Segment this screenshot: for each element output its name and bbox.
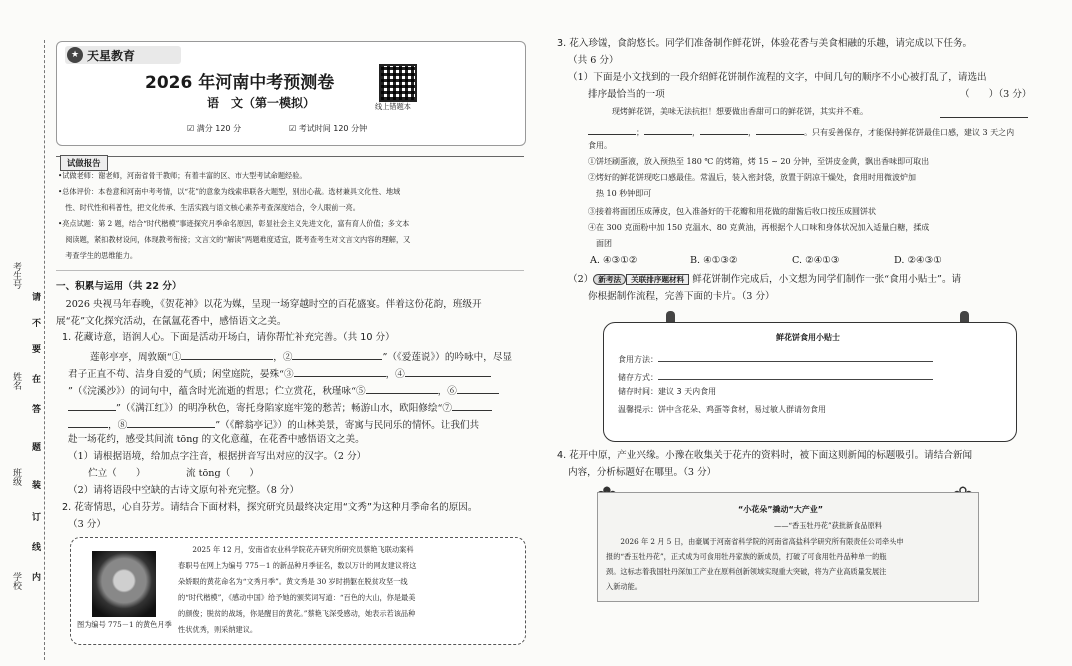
question-1: 1. 花藏诗意，语润人心。下面是活动开场白，请你帮忙补充完善。（共 10 分） xyxy=(62,332,395,343)
step-3: ③接着将面团压成薄皮，包入准备好的干花瓣和用花做的甜酱后收口按压成圆饼状 xyxy=(588,207,876,216)
step-2: ②烤好的鲜花饼现吃口感最佳。常温后，装入密封袋，放置于阴凉干燥处，食用时用微波炉加 xyxy=(588,173,916,182)
blank-5[interactable] xyxy=(366,383,438,394)
card-row-storage xyxy=(618,369,933,383)
pinyin-item-1[interactable]: 伫立（ ） xyxy=(88,468,146,479)
question-4b: 内容，分析标题好在哪里。（3 分） xyxy=(568,467,717,478)
blank-6-cont[interactable] xyxy=(68,400,116,411)
option-b[interactable]: B. ④①③② xyxy=(690,255,738,266)
report-line-1: •试做老师：谢老师，河南省骨干教师；有着丰富的区、市大型考试命题经验。 xyxy=(58,171,307,180)
related-material-tag: 关联排序题材料 xyxy=(626,274,689,285)
question-2-score: （3 分） xyxy=(68,519,106,530)
blank-3[interactable] xyxy=(294,366,386,377)
question-4: 4. 花开中原，产业兴缘。小豫在收集关于花卉的资料时，被下面这则新闻的标题吸引。请结合新闻 xyxy=(557,450,973,461)
pinyin-item-2[interactable]: 流 tōng（ ） xyxy=(186,468,259,479)
news-title: “小花朵”撬动“大产业” xyxy=(738,505,824,514)
q1-text-2a: 君子正直不苟、洁身自爱的气质；闲堂庭院，晏殊“③ xyxy=(68,369,294,380)
q1-text-5b: ”（《醉翁亭记》）的山林美景，寄寓与民同乐的情怀。让我们共 xyxy=(215,420,480,431)
option-a[interactable]: A. ④③①② xyxy=(590,255,638,266)
q3-sub-1b: 排序最恰当的一项 xyxy=(588,89,665,100)
report-line-3: 性、时代性和科普性，把文化传承、生活实践与语文核心素养考查深度结合，令人眼前一亮。 xyxy=(58,203,360,212)
question-3-score: （共 6 分） xyxy=(568,55,619,66)
material-line-3: 朵娇眼的黄花命名为“文秀月季”。黄文秀是 30 岁时捐躯在脱贫攻坚一线 xyxy=(178,577,408,586)
binding-line-1: 装 xyxy=(32,481,42,491)
q3-sub-2c: 你根据制作流程，完善下面的卡片。（3 分） xyxy=(588,291,775,302)
card-title: 鲜花饼食用小贴士 xyxy=(776,333,840,342)
q1-text-1b: ，② xyxy=(273,352,293,363)
new-method-tag: 新考法 xyxy=(593,274,626,285)
brand-logo xyxy=(65,46,181,64)
q1-text-3a: ”（《浣溪沙》）的词句中，蕴含时光流逝的哲思；伫立赏花，秋瑾咏“⑤ xyxy=(68,386,366,397)
option-c[interactable]: C. ②④①③ xyxy=(792,255,840,266)
blank-6[interactable] xyxy=(457,383,499,394)
story-line-2: ； ， ， 。只有妥善保存，才能保持鲜花饼最佳口感，建议 3 天之内 xyxy=(588,124,1014,138)
story-blank-4[interactable] xyxy=(700,124,748,135)
blank-7[interactable] xyxy=(452,400,492,411)
news-line-2: 报的“香玉牡丹花”，正式成为可食用牡丹家族的新成员，打破了可食用牡丹品种单一的瓶 xyxy=(606,552,887,561)
name-label: 姓名 xyxy=(11,372,21,390)
q3-sub-2-num: （2） xyxy=(568,274,594,285)
option-d[interactable]: D. ②④③① xyxy=(894,255,942,266)
q1-line-6: 赴一场花约，感受其间流 tōng 的文化意蕴，在花香中感悟语文之美。 xyxy=(68,434,365,445)
binding-line-2: 订 xyxy=(32,513,42,523)
story-text-2: 。只有妥善保存，才能保持鲜花饼最佳口感，建议 3 天之内 xyxy=(804,128,1015,137)
material-line-6: 性状优秀，则采纳建议。 xyxy=(178,625,258,634)
binding-line-3: 线 xyxy=(32,543,42,553)
q1-line-2 xyxy=(68,366,491,382)
storage-input[interactable] xyxy=(658,369,933,380)
report-tag: 试做报告 xyxy=(60,155,108,171)
question-2: 2. 花寄情思，心自芬芳。请结合下面材料，探究研究员最终决定用“文秀”为这种月季命名的原因。 xyxy=(62,502,478,513)
q1-text-2b: ，④ xyxy=(385,369,405,380)
q3-answer-paren[interactable]: （ ）（3 分） xyxy=(960,89,1032,100)
material-line-5: 的颜俊；脱贫的战场，你是醒目的黄花。”蔡艳飞深受感动，她表示若该品种 xyxy=(178,609,416,618)
full-score: ☑ 满分 120 分 xyxy=(187,124,242,133)
step-4: ④在 300 克面粉中加 150 克温水、80 克黄油，再根据个人口味和身体状况加入适量白糖，揉成 xyxy=(588,223,930,232)
binding-warn-4: 在 xyxy=(32,375,42,385)
q1-line-1 xyxy=(90,349,512,365)
card-row-usage xyxy=(618,351,933,365)
q1-line-5 xyxy=(68,417,479,433)
blank-2[interactable] xyxy=(292,349,382,360)
story-blank-1[interactable] xyxy=(940,107,1028,118)
binding-warn-2: 不 xyxy=(32,319,42,329)
binding-dashed-line xyxy=(44,40,45,660)
exam-time: ☑ 考试时间 120 分钟 xyxy=(289,124,368,133)
q1-text-5a: ，⑧ xyxy=(108,420,128,431)
report-line-2: •总体评价：本卷意和河南中考考情，以“花”的意象为线索串联各大题型，别出心裁。选材兼具文化性、地域 xyxy=(58,187,401,196)
tips-card xyxy=(603,322,1017,442)
q1-line-3 xyxy=(68,383,499,399)
news-line-1: 2026 年 2 月 5 日，由豪属于河南省科学院的河南省高盐科学研究所有限责任公司牵头申 xyxy=(606,537,904,546)
section-1-heading: 一、积累与运用（共 22 分） xyxy=(56,281,182,292)
blank-7-cont[interactable] xyxy=(68,417,108,428)
q3-sub-2-text: 鲜花饼制作完成后，小文想为同学们制作一张“食用小贴士”。请 xyxy=(692,274,962,285)
binding-warn-1: 请 xyxy=(32,293,42,303)
yellow-rose-photo xyxy=(92,551,156,617)
q1-text-1a: 莲彰亭亭，周敦颐“① xyxy=(90,352,182,363)
binding-warn-3: 要 xyxy=(32,345,42,355)
material-line-2: 春职号在网上为编号 775－1 的新品种月季征名，数以万计的网友建议将这 xyxy=(178,561,417,570)
header-banner xyxy=(56,41,526,146)
q1-sub-1: （1）请根据语境，给加点字注音，根据拼音写出对应的汉字。（2 分） xyxy=(68,451,367,462)
photo-caption: 图为编号 775－1 的黄色月季 xyxy=(77,620,172,629)
story-blank-5[interactable] xyxy=(756,124,804,135)
question-3: 3. 花入珍馐，食韵悠长。同学们准备制作鲜花饼，体验花香与美食相融的乐趣，请完成以下任务。 xyxy=(557,38,973,49)
step-1: ①饼坯刷蛋液，放入预热至 180 ℃ 的烤箱，烤 15 ~ 20 分钟，至饼皮金黄，飘出香味即可取出 xyxy=(588,157,930,166)
q3-sub-1: （1）下面是小文找到的一段介绍鲜花饼制作流程的文字，中间几句的顺序不小心被打乱了，请选出 xyxy=(568,72,987,83)
story-blank-3[interactable] xyxy=(644,124,692,135)
binding-warn-6: 题 xyxy=(32,443,42,453)
q3-sub-2 xyxy=(568,274,961,287)
step-4-cont: 面团 xyxy=(588,239,612,248)
story-line-3: 食用。 xyxy=(588,141,612,150)
card-label-time: 储存时间： xyxy=(618,387,658,396)
usage-input[interactable] xyxy=(658,351,933,362)
q1-text-1c: ”（《爱莲说》）的吟咏中，尽显 xyxy=(382,352,513,363)
news-line-4: 入新动能。 xyxy=(606,582,642,591)
card-label-tip: 温馨提示： xyxy=(618,405,658,414)
school-label: 学校 xyxy=(11,572,21,590)
binding-line-4: 内 xyxy=(32,573,42,583)
class-label: 班级 xyxy=(11,468,21,486)
blank-8[interactable] xyxy=(127,417,215,428)
blank-1[interactable] xyxy=(181,349,273,360)
story-blank-2[interactable] xyxy=(588,124,636,135)
intro-line-2: 展“花”文化探究活动，在氤氲花香中，感悟语文之美。 xyxy=(56,316,287,327)
report-line-4: •亮点试题：第 2 题，结合“时代楷模”事迹探究月季命名原因，彰显社会主义先进文化，富有育人价值；多文本 xyxy=(58,219,410,228)
q1-text-4: ”（《满江红》）的明净秋色，寄托身陷家庭牢笼的愁苦；畅游山水，欧阳修绘“⑦ xyxy=(116,403,452,414)
material-line-4: 的“时代楷模”，《感动中国》给予她的颁奖词写道：“百色的大山，你是最美 xyxy=(178,593,416,602)
material-line-1: 2025 年 12 月，安南省农业科学院花卉研究所研究员蔡艳飞联动案科 xyxy=(178,545,414,554)
news-subtitle: ——“香玉牡丹花”获批新食品原料 xyxy=(774,521,882,530)
trial-report xyxy=(56,156,524,271)
report-divider xyxy=(56,270,524,271)
brand-name: 天星教育 xyxy=(87,49,136,63)
news-box xyxy=(597,492,979,602)
intro-line-1: 2026 央视马年春晚，《贺花神》以花为媒，呈现一场穿越时空的百花盛宴。伴着这份花韵，班级开 xyxy=(56,299,482,310)
exam-title: 2026 年河南中考预测卷 xyxy=(145,73,335,93)
qr-caption: 线上错题本 xyxy=(375,102,411,111)
card-row-tip xyxy=(618,405,826,415)
star-logo-icon: ★ xyxy=(67,47,83,63)
exam-subject: 语 文（第一模拟） xyxy=(207,96,316,110)
exam-number-label: 考生号 xyxy=(11,262,21,289)
report-line-6: 考查学生的思维能力。 xyxy=(58,251,138,260)
card-label-storage: 储存方式： xyxy=(618,373,658,382)
card-value-time: 建议 3 天内食用 xyxy=(658,387,717,396)
card-label-usage: 食用方法： xyxy=(618,355,658,364)
qr-code-icon[interactable] xyxy=(379,64,417,102)
news-line-3: 颈。这标志着我国牡丹深加工产业在原料创新领域实现重大突破，将为产业高质量发展注 xyxy=(606,567,887,576)
card-row-time xyxy=(618,387,716,397)
story-line-1: 现烤鲜花饼，美味无法抗拒！想要做出香甜可口的鲜花饼，其实并不难。 xyxy=(596,107,868,116)
blank-4[interactable] xyxy=(405,366,491,377)
q1-sub-2: （2）请将语段中空缺的古诗文原句补充完整。（8 分） xyxy=(68,485,300,496)
report-line-5: 阅读题，紧扣教材设问，体现教考衔接；文言文的“解读”两题难度适宜，既考查考生对文言文内容的理解，又 xyxy=(58,235,411,244)
q1-text-3b: ，⑥ xyxy=(437,386,457,397)
step-2-cont: 热 10 秒钟即可 xyxy=(588,189,652,198)
card-value-tip: 饼中含花朵、鸡蛋等食材，易过敏人群请勿食用 xyxy=(658,405,826,414)
binding-warn-5: 答 xyxy=(32,405,42,415)
q1-line-4 xyxy=(68,400,492,416)
